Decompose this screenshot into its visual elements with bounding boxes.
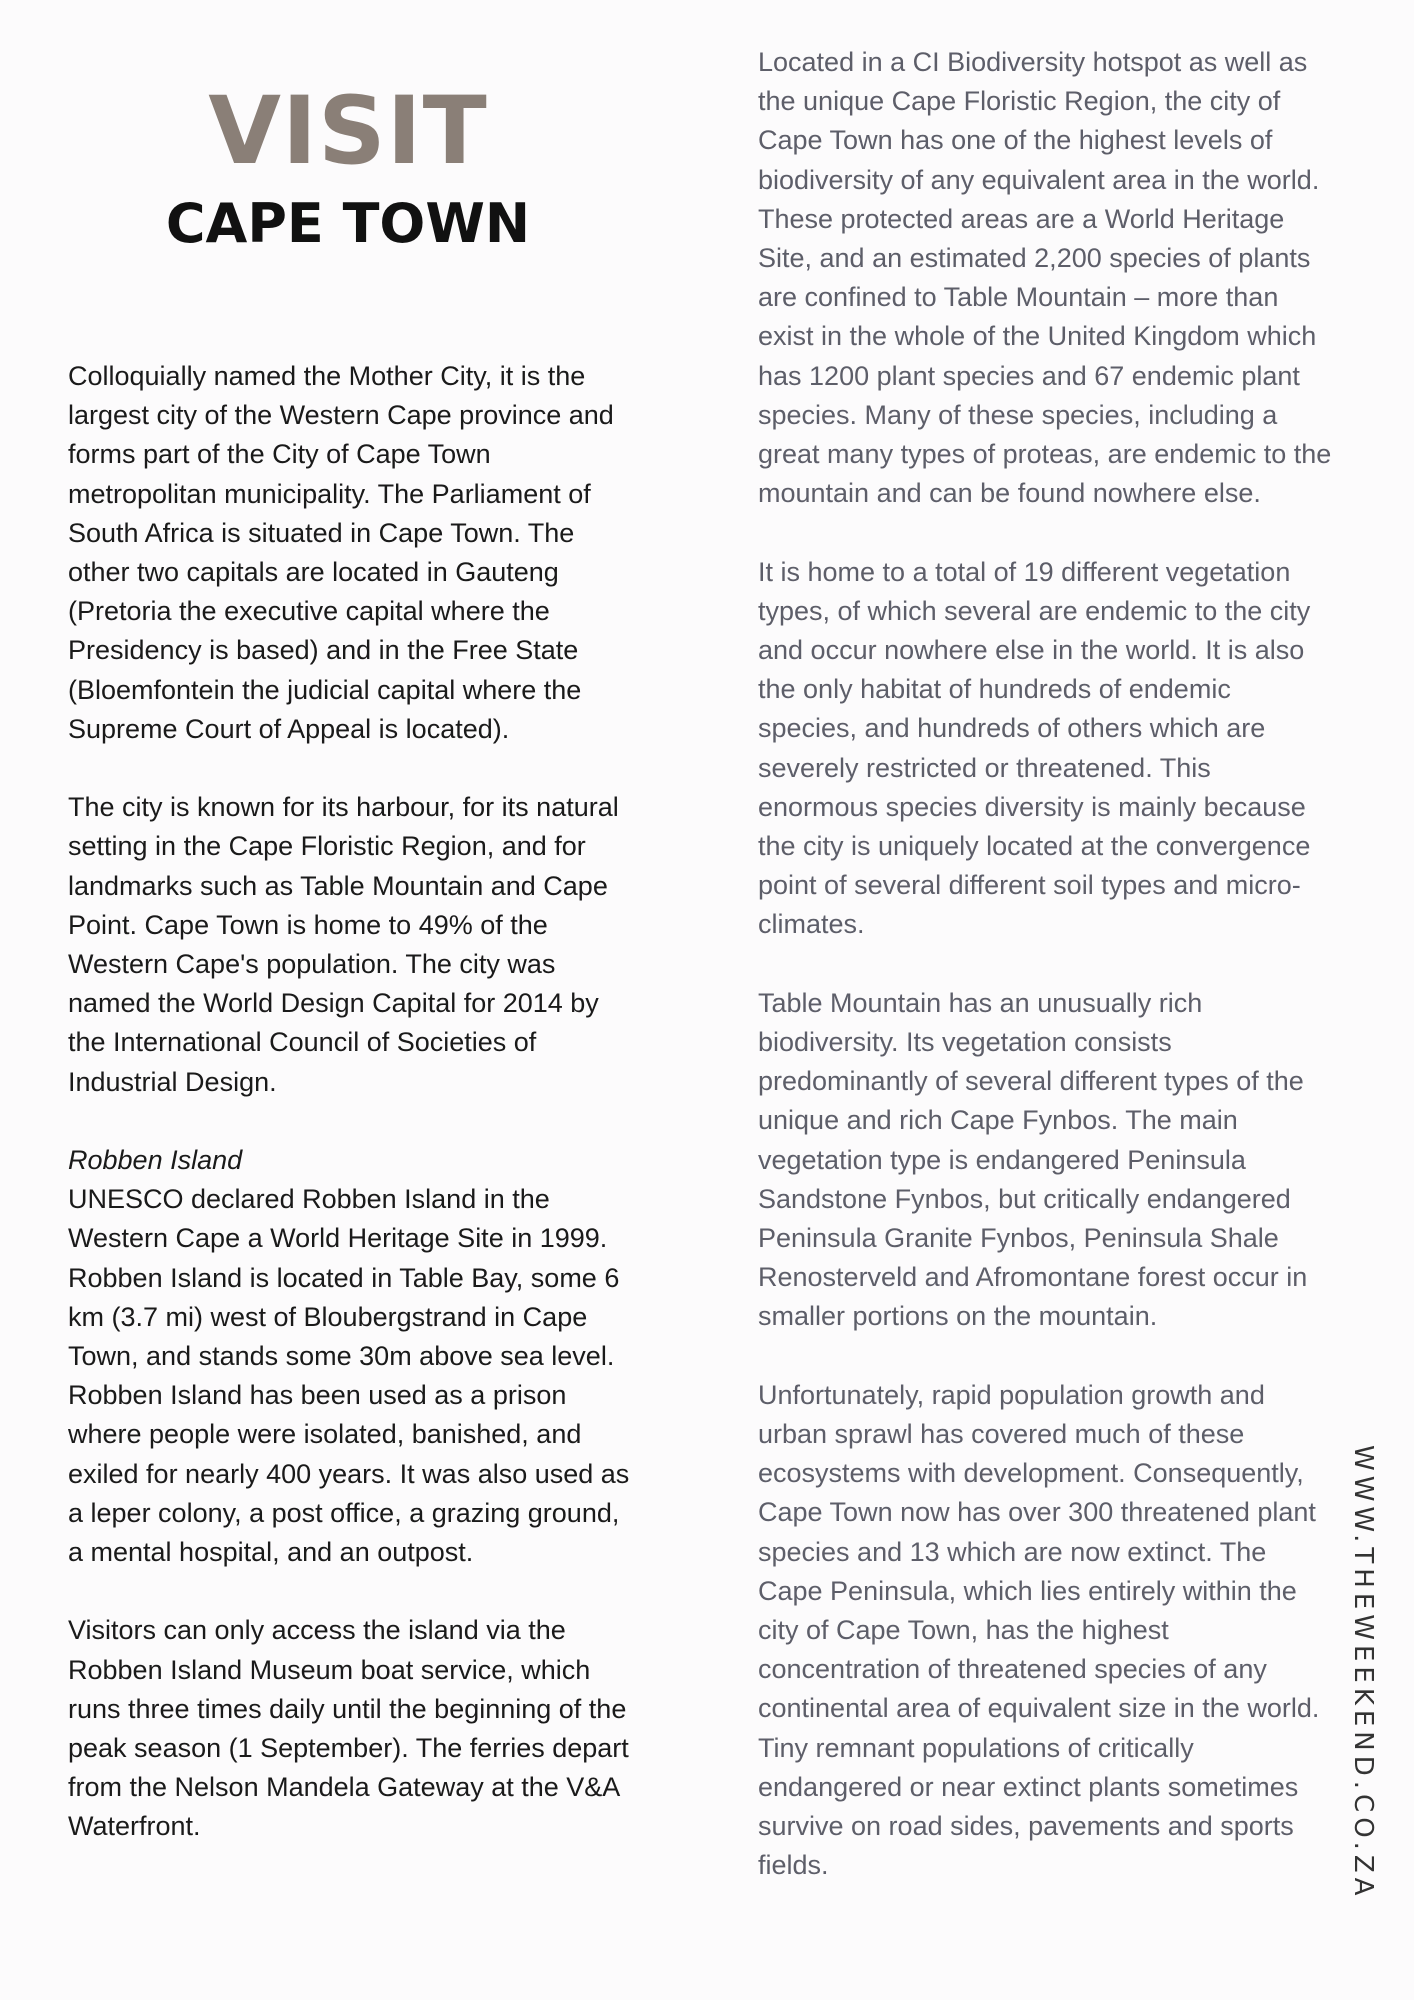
intro-paragraph: Colloquially named the Mother City, it is the largest city of the Western Cape province and forms part of the City of Cape Town metropolitan municipality. The Parliament of South Africa is situated in Cape Town. The other two capitals are located in Gauteng (Pretoria the executive capital where the Presidency is based) and in the Free State (Bloemfontein the judicial capital where the Supreme Court of Appeal is located).: [68, 361, 614, 744]
visitors-paragraph: Visitors can only access the island via the Robben Island Museum boat service, which runs three times daily until the beginning of the peak season (1 September). The ferries depart from the Nelson Mandela Gateway at the V&A Waterfront.: [68, 1615, 629, 1842]
landmarks-paragraph: The city is known for its harbour, for its natural setting in the Cape Floristic Region, and for landmarks such as Table Mountain and Cape Point. Cape Town is home to 49% of the Western Cape's population. The city was named the World Design Capital for 2014 by the International Council of Societies of Industrial Design.: [68, 792, 619, 1097]
robben-island-heading: Robben Island: [68, 1145, 243, 1176]
table-mountain-paragraph: Table Mountain has an unusually rich biodiversity. Its vegetation consists predominantly of several different types of the unique and rich Cape Fynbos. The main vegetation type is endangered Peninsula Sandstone Fynbos, but critically endangered Peninsula Granite Fynbos, Peninsula Shale Renosterveld and Afromontane forest occur in smaller portions on the mountain.: [758, 987, 1308, 1332]
title-visit: VISIT: [208, 77, 488, 186]
left-column: [68, 357, 633, 1847]
robben-island-paragraph: UNESCO declared Robben Island in the Western Cape a World Heritage Site in 1999. Robben Island is located in Table Bay, some 6 km (3.7 mi) west of Bloubergstrand in Cape Town, and stands some 30m above sea level. Robben Island has been used as a prison where people were isolated, banished, and exiled for nearly 400 years. It was also used as a leper colony, a post office, a grazing ground, a mental hospital, and an outpost.: [68, 1184, 630, 1568]
threatened-species-paragraph: Unfortunately, rapid population growth and urban sprawl has covered much of these ecosystems with development. Consequently, Cape Town now has over 300 threatened plant species and 13 which are now extinct. The Cape Peninsula, which lies entirely within the city of Cape Town, has the highest concentration of threatened species of any continental area of equivalent size in the world. Tiny remnant populations of critically endangered or near extinct plants sometimes survive on road sides, pavements and sports fields.: [758, 1379, 1320, 1881]
biodiversity-paragraph: Located in a CI Biodiversity hotspot as well as the unique Cape Floristic Region, the city of Cape Town has one of the highest levels of biodiversity of any equivalent area in the world. These protected areas are a World Heritage Site, and an estimated 2,200 species of plants are confined to Table Mountain – more than exist in the whole of the United Kingdom which has 1200 plant species and 67 endemic plant species. Many of these species, including a great many types of proteas, are endemic to the mountain and can be found nowhere else.: [758, 47, 1332, 509]
title-cape-town: CAPE TOWN: [165, 192, 531, 255]
vegetation-types-paragraph: It is home to a total of 19 different vegetation types, of which several are endemic to the city and occur nowhere else in the world. It is also the only habitat of hundreds of endemic species, and hundreds of others which are severely restricted or threatened. This enormous species diversity is mainly because the city is uniquely located at the convergence point of several different soil types and micro-climates.: [758, 556, 1311, 940]
website-url: WWW.THEWEEKEND.CO.ZA: [1348, 1445, 1378, 1901]
robben-island-section: [68, 1141, 633, 1572]
right-column: [758, 43, 1333, 1886]
